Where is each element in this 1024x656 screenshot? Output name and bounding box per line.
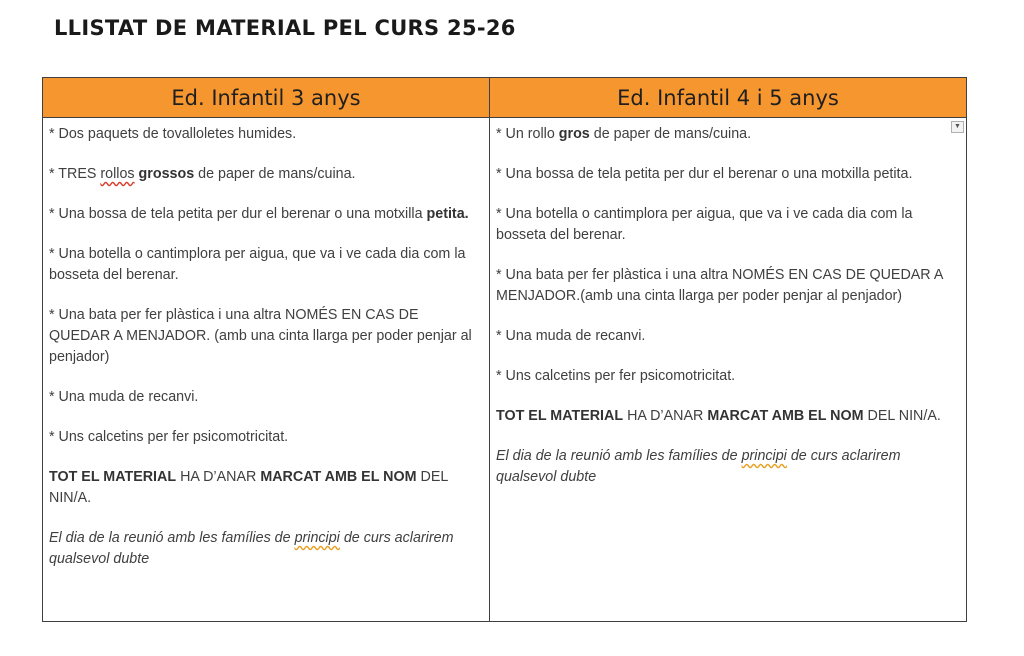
list-item [496, 124, 960, 145]
content-row [43, 118, 967, 622]
item-text: de paper de mans/cuina. [589, 126, 752, 142]
list-item [496, 446, 960, 488]
item-text: * Una bossa de tela petita per dur el berenar o una motxilla [49, 206, 427, 222]
item-text: * Una botella o cantimplora per aigua, que va i ve cada dia com la bosseta del berenar. [496, 206, 913, 243]
item-text: de curs aclarirem qualsevol dubte [49, 530, 454, 567]
list-item [49, 387, 483, 408]
item-text: El dia de la reunió amb les famílies de [49, 530, 295, 546]
column-header-3-anys[interactable]: Ed. Infantil 3 anys [43, 78, 490, 118]
item-bold-text: petita. [426, 206, 469, 222]
item-text: * Una bata per fer plàstica i una altra NOMÉS EN CAS DE QUEDAR A MENJADOR. (amb una cinta llarga per poder penjar al penjador) [49, 307, 472, 365]
item-text: * Una muda de recanvi. [49, 389, 199, 405]
cell-3-anys[interactable] [43, 118, 490, 622]
item-text: * Uns calcetins per fer psicomotricitat. [49, 429, 289, 445]
list-item [49, 528, 483, 570]
list-item [49, 305, 483, 368]
cell-4-5-anys[interactable] [490, 118, 967, 622]
item-text: de paper de mans/cuina. [194, 166, 356, 182]
column-header-4-5-anys[interactable]: Ed. Infantil 4 i 5 anys [490, 78, 967, 118]
item-text: El dia de la reunió amb les famílies de [496, 448, 742, 464]
list-item [496, 406, 960, 427]
item-bold-text: gros [558, 126, 590, 142]
item-bold-text: MARCAT AMB EL NOM [260, 469, 417, 485]
spellcheck-word[interactable]: rollos [100, 166, 135, 182]
list-item [49, 124, 483, 145]
item-text: DEL NIN/A. [863, 408, 941, 424]
list-item [496, 265, 960, 307]
list-item [49, 244, 483, 286]
grammar-word[interactable]: principi [741, 448, 787, 464]
list-item [496, 326, 960, 347]
item-text: * Una bossa de tela petita per dur el berenar o una motxilla petita. [496, 166, 913, 182]
list-item [49, 467, 483, 509]
list-item [49, 427, 483, 448]
item-text: DEL NIN/A. [49, 469, 448, 506]
item-text: * Una muda de recanvi. [496, 328, 646, 344]
header-row [43, 78, 967, 118]
material-table [42, 77, 967, 622]
item-text: * TRES [49, 166, 101, 182]
list-item [49, 164, 483, 185]
list-item [496, 204, 960, 246]
list-item [496, 164, 960, 185]
item-text: HA D’ANAR [623, 408, 708, 424]
item-text: HA D’ANAR [176, 469, 261, 485]
list-item [496, 366, 960, 387]
item-text: de curs aclarirem qualsevol dubte [496, 448, 901, 485]
item-text: * Una bata per fer plàstica i una altra NOMÉS EN CAS DE QUEDAR A MENJADOR.(amb una cinta llarga per poder penjar al penjador) [496, 267, 943, 304]
item-bold-text: grossos [138, 166, 195, 182]
chevron-down-icon[interactable]: ▼ [951, 121, 964, 133]
item-text: * Uns calcetins per fer psicomotricitat. [496, 368, 736, 384]
list-item [49, 204, 483, 225]
item-bold-text: TOT EL MATERIAL [496, 408, 624, 424]
item-bold-text: MARCAT AMB EL NOM [707, 408, 864, 424]
item-text: * Dos paquets de tovalloletes humides. [49, 126, 297, 142]
page-title: LLISTAT DE MATERIAL PEL CURS 25-26 [54, 16, 516, 40]
item-text: * Un rollo [496, 126, 559, 142]
item-bold-text: TOT EL MATERIAL [49, 469, 177, 485]
grammar-word[interactable]: principi [294, 530, 340, 546]
item-text: * Una botella o cantimplora per aigua, que va i ve cada dia com la bosseta del berenar. [49, 246, 466, 283]
